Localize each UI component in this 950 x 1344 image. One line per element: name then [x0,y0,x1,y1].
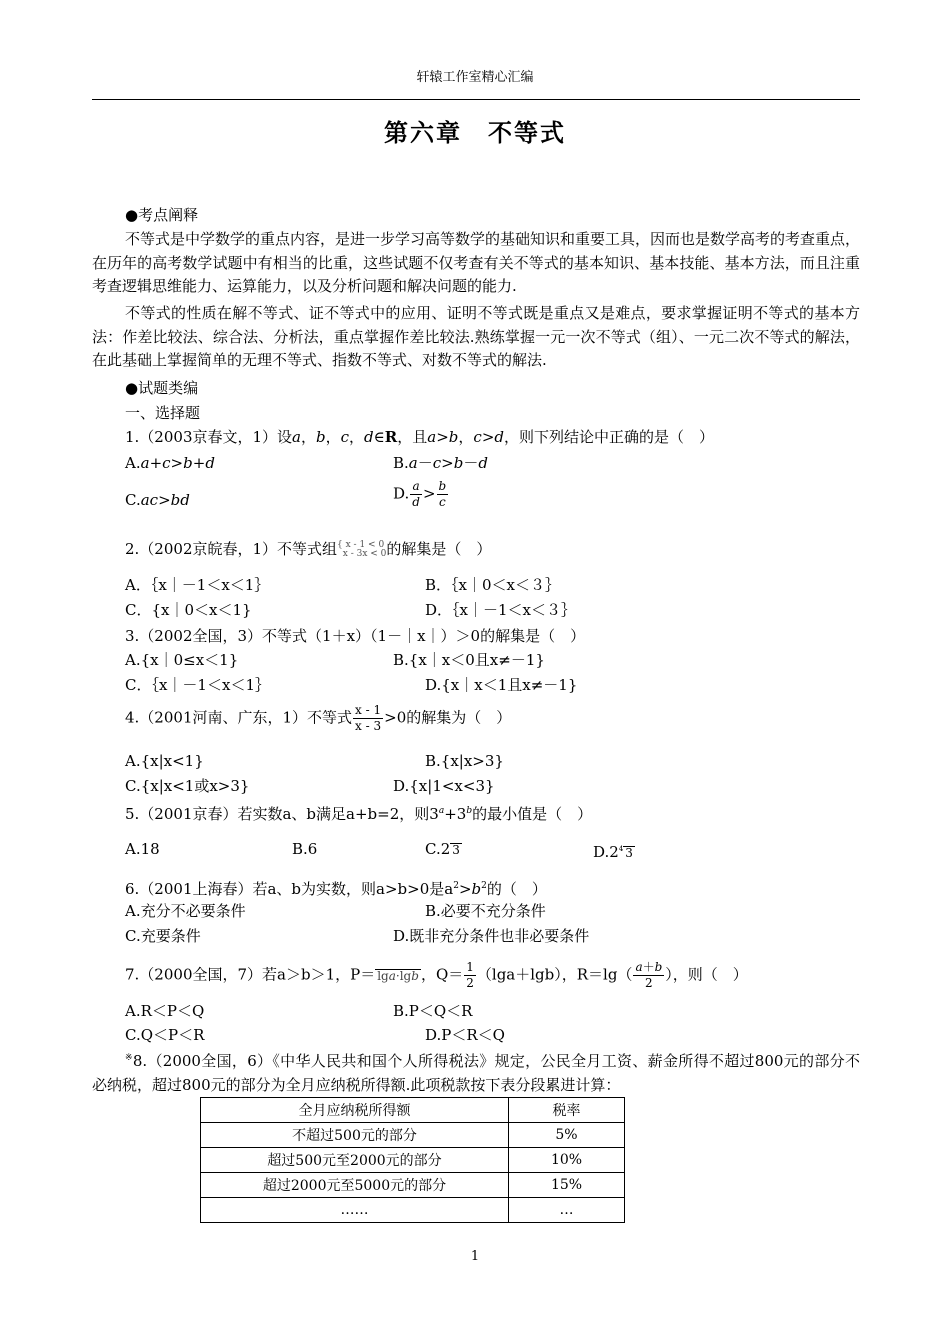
question-6: 6.（2001上海春）若a、b为实数，则a>b>0是$a^2>b^2$的（ ） [125,880,547,898]
table-header-row [201,1098,625,1123]
table-cell: 5% [509,1123,625,1148]
question-8: ※8.（2000全国，6）《中华人民共和国个人所得税法》规定，公民全月工资、薪金所得不超过800元的部分不必纳税，超过800元的部分为全月应纳税所得额.此项税款按下表分段累进计算： [92,1052,860,1094]
section-heading-questions: ●试题类编 [125,379,199,397]
question-2: 2.（2002京皖春，1）不等式组{ x - 1 < 0 x - 3x < 0的解集是（ ） [125,540,492,559]
q2-option-c: C．{x｜0＜x＜1} [125,601,252,619]
q7-option-a: A.R＜P＜Q [125,1002,205,1020]
q7-option-c: C.Q＜P＜R [125,1026,205,1044]
q6-option-d: D.既非充分条件也非必要条件 [393,927,590,945]
table-cell: … [509,1198,625,1223]
table-cell: …… [201,1198,509,1223]
q6-option-a: A.充分不必要条件 [125,902,246,920]
q3-option-c: C．｛x｜－1＜x＜1｝ [125,676,270,694]
q6-option-b: B.必要不充分条件 [425,902,546,920]
question-7: 7.（2000全国，7）若a＞b＞1，P＝ lga·lgb ，Q＝ $\frac{1}{2}$ （lga＋lgb），R＝lg（ $\frac{a+b}{2}$ ），则（ ） [125,960,748,990]
q5-option-d: $D.2^4$ 3 [593,843,633,861]
table-row [201,1123,625,1148]
page-number: 1 [470,1249,480,1264]
question-4: 4.（2001河南、广东，1）不等式 $\frac{x - 1}{x - 3}$ >0的解集为（ ） [125,703,512,733]
q5-option-c: C.2 3 [425,840,460,858]
q3-option-d: D.{x｜x＜1且x≠－1} [425,676,578,694]
inequality-system: { x - 1 < 0 x - 3x < 0 [337,540,387,559]
q2-option-b: B．｛x｜0＜x＜３｝ [425,576,560,594]
table-cell: 超过500元至2000元的部分 [201,1148,509,1173]
table-row [201,1148,625,1173]
chapter-title: 第六章 不等式 [384,118,566,147]
q3-option-b: B.{x｜x＜0且x≠－1} [393,651,545,669]
table-cell: 超过2000元至5000元的部分 [201,1173,509,1198]
q1-option-c: C.ac>bd [125,491,190,509]
page-header: 轩辕工作室精心汇编 [416,70,534,85]
q3-option-a: A.{x｜0≤x＜1} [125,651,239,669]
q1-option-a: A.a+c>b+d [125,454,215,472]
q6-option-c: C.充要条件 [125,927,201,945]
table-row [201,1198,625,1223]
q1-option-d: D. $\frac{a}{d}$ > $\frac{b}{c}$ [393,479,447,509]
q4-option-b: B.{x|x>3} [425,752,504,770]
q4-option-a: A.{x|x<1} [125,752,204,770]
table-header: 全月应纳税所得额 [201,1098,509,1123]
q2-option-d: D．｛x｜－1＜x＜３｝ [425,601,576,619]
paragraph-2: 不等式的性质在解不等式、证不等式中的应用、证明不等式既是重点又是难点，要求掌握证明不等式的基本方法：作差比较法、综合法、分析法，重点掌握作差比较法.熟练掌握一元一次不等式（组）、一元二次不等式的解法，在此基础上掌握简单的无理不等式、指数不等式、对数不等式的解法. [92,304,860,369]
table-cell: 10% [509,1148,625,1173]
table-header: 税率 [509,1098,625,1123]
q4-option-d: D.{x|1<x<3} [393,777,495,795]
section-heading-explanation: ●考点阐释 [125,206,199,224]
question-5: 5.（2001京春）若实数a、b满足a+b=2，则$3^a+3^b$的最小值是（ ） [125,805,593,823]
table-cell: 15% [509,1173,625,1198]
table-row [201,1173,625,1198]
q7-option-b: B.P＜Q＜R [393,1002,473,1020]
table-cell: 不超过500元的部分 [201,1123,509,1148]
q7-option-d: D.P＜R＜Q [425,1026,505,1044]
q4-option-c: C.{x|x<1或x>3} [125,777,250,795]
q5-option-b: B.6 [292,840,318,858]
q2-option-a: A．｛x｜－1＜x＜1｝ [125,576,270,594]
tax-rate-table [200,1097,625,1223]
question-1: 1.（2003京春文，1）设a，b，c，d∈R，且a>b，c>d，则下列结论中正确的是（ ） [125,428,715,446]
q5-option-a: A.18 [125,840,160,858]
part-heading: 一、选择题 [125,404,201,422]
header-rule [92,99,860,100]
paragraph-1: 不等式是中学数学的重点内容，是进一步学习高等数学的基础知识和重要工具，因而也是数学高考的考查重点，在历年的高考数学试题中有相当的比重，这些试题不仅考查有关不等式的基本知识、基本技能、基本方法，而且注重考查逻辑思维能力、运算能力，以及分析问题和解决问题的能力. [92,230,861,295]
question-3: 3.（2002全国，3）不等式（1＋x）（1－｜x｜）＞0的解集是（ ） [125,627,586,645]
q1-option-b: B.a－c>b－d [393,454,488,472]
